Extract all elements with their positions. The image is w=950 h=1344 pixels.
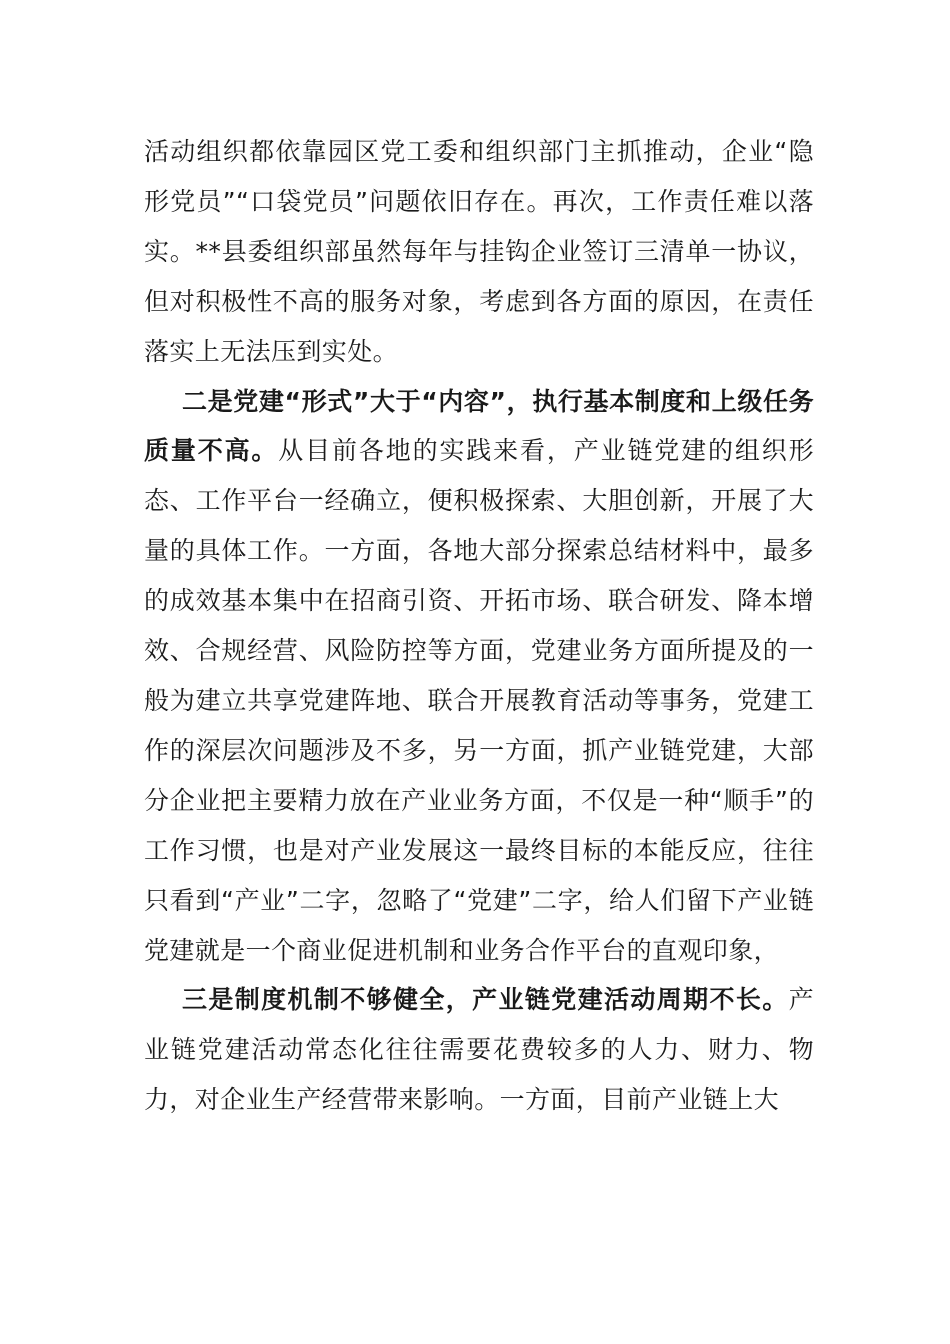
- paragraph-1-text: 活动组织都依靠园区党工委和组织部门主抓推动，企业“隐形党员”“口袋党员”问题依旧存在。再次，工作责任难以落实。**县委组织部虽然每年与挂钩企业签订三清单一协议，但对积极性不高的服务对象，考虑到各方面的原因，在责任落实上无法压到实处。: [144, 137, 814, 366]
- body-text: [144, 127, 814, 1125]
- paragraph-point-three: [144, 975, 814, 1125]
- paragraph-3-text: 产业链党建活动常态化往往需要花费较多的人力、财力、物力，对企业生产经营带来影响。一方面，目前产业链上大: [144, 985, 814, 1115]
- paragraph-3-heading: 三是制度机制不够健全，产业链党建活动周期不长。: [182, 985, 789, 1015]
- paragraph-continued: [144, 127, 814, 377]
- paragraph-2-heading: 二是党建“形式”大于“内容”，执行基本制度和上级任务质量不高。: [144, 386, 814, 466]
- paragraph-2-text: 从目前各地的实践来看，产业链党建的组织形态、工作平台一经确立，便积极探索、大胆创新，开展了大量的具体工作。一方面，各地大部分探索总结材料中，最多的成效基本集中在招商引资、开拓市场、联合研发、降本增效、合规经营、风险防控等方面，党建业务方面所提及的一般为建立共享党建阵地、联合开展教育活动等事务，党建工作的深层次问题涉及不多，另一方面，抓产业链党建，大部分企业把主要精力放在产业业务方面，不仅是一种“顺手”的工作习惯，也是对产业发展这一最终目标的本能反应，往往只看到“产业”二字，忽略了“党建”二字，给人们留下产业链党建就是一个商业促进机制和业务合作平台的直观印象，: [144, 436, 814, 965]
- paragraph-point-two: [144, 377, 814, 976]
